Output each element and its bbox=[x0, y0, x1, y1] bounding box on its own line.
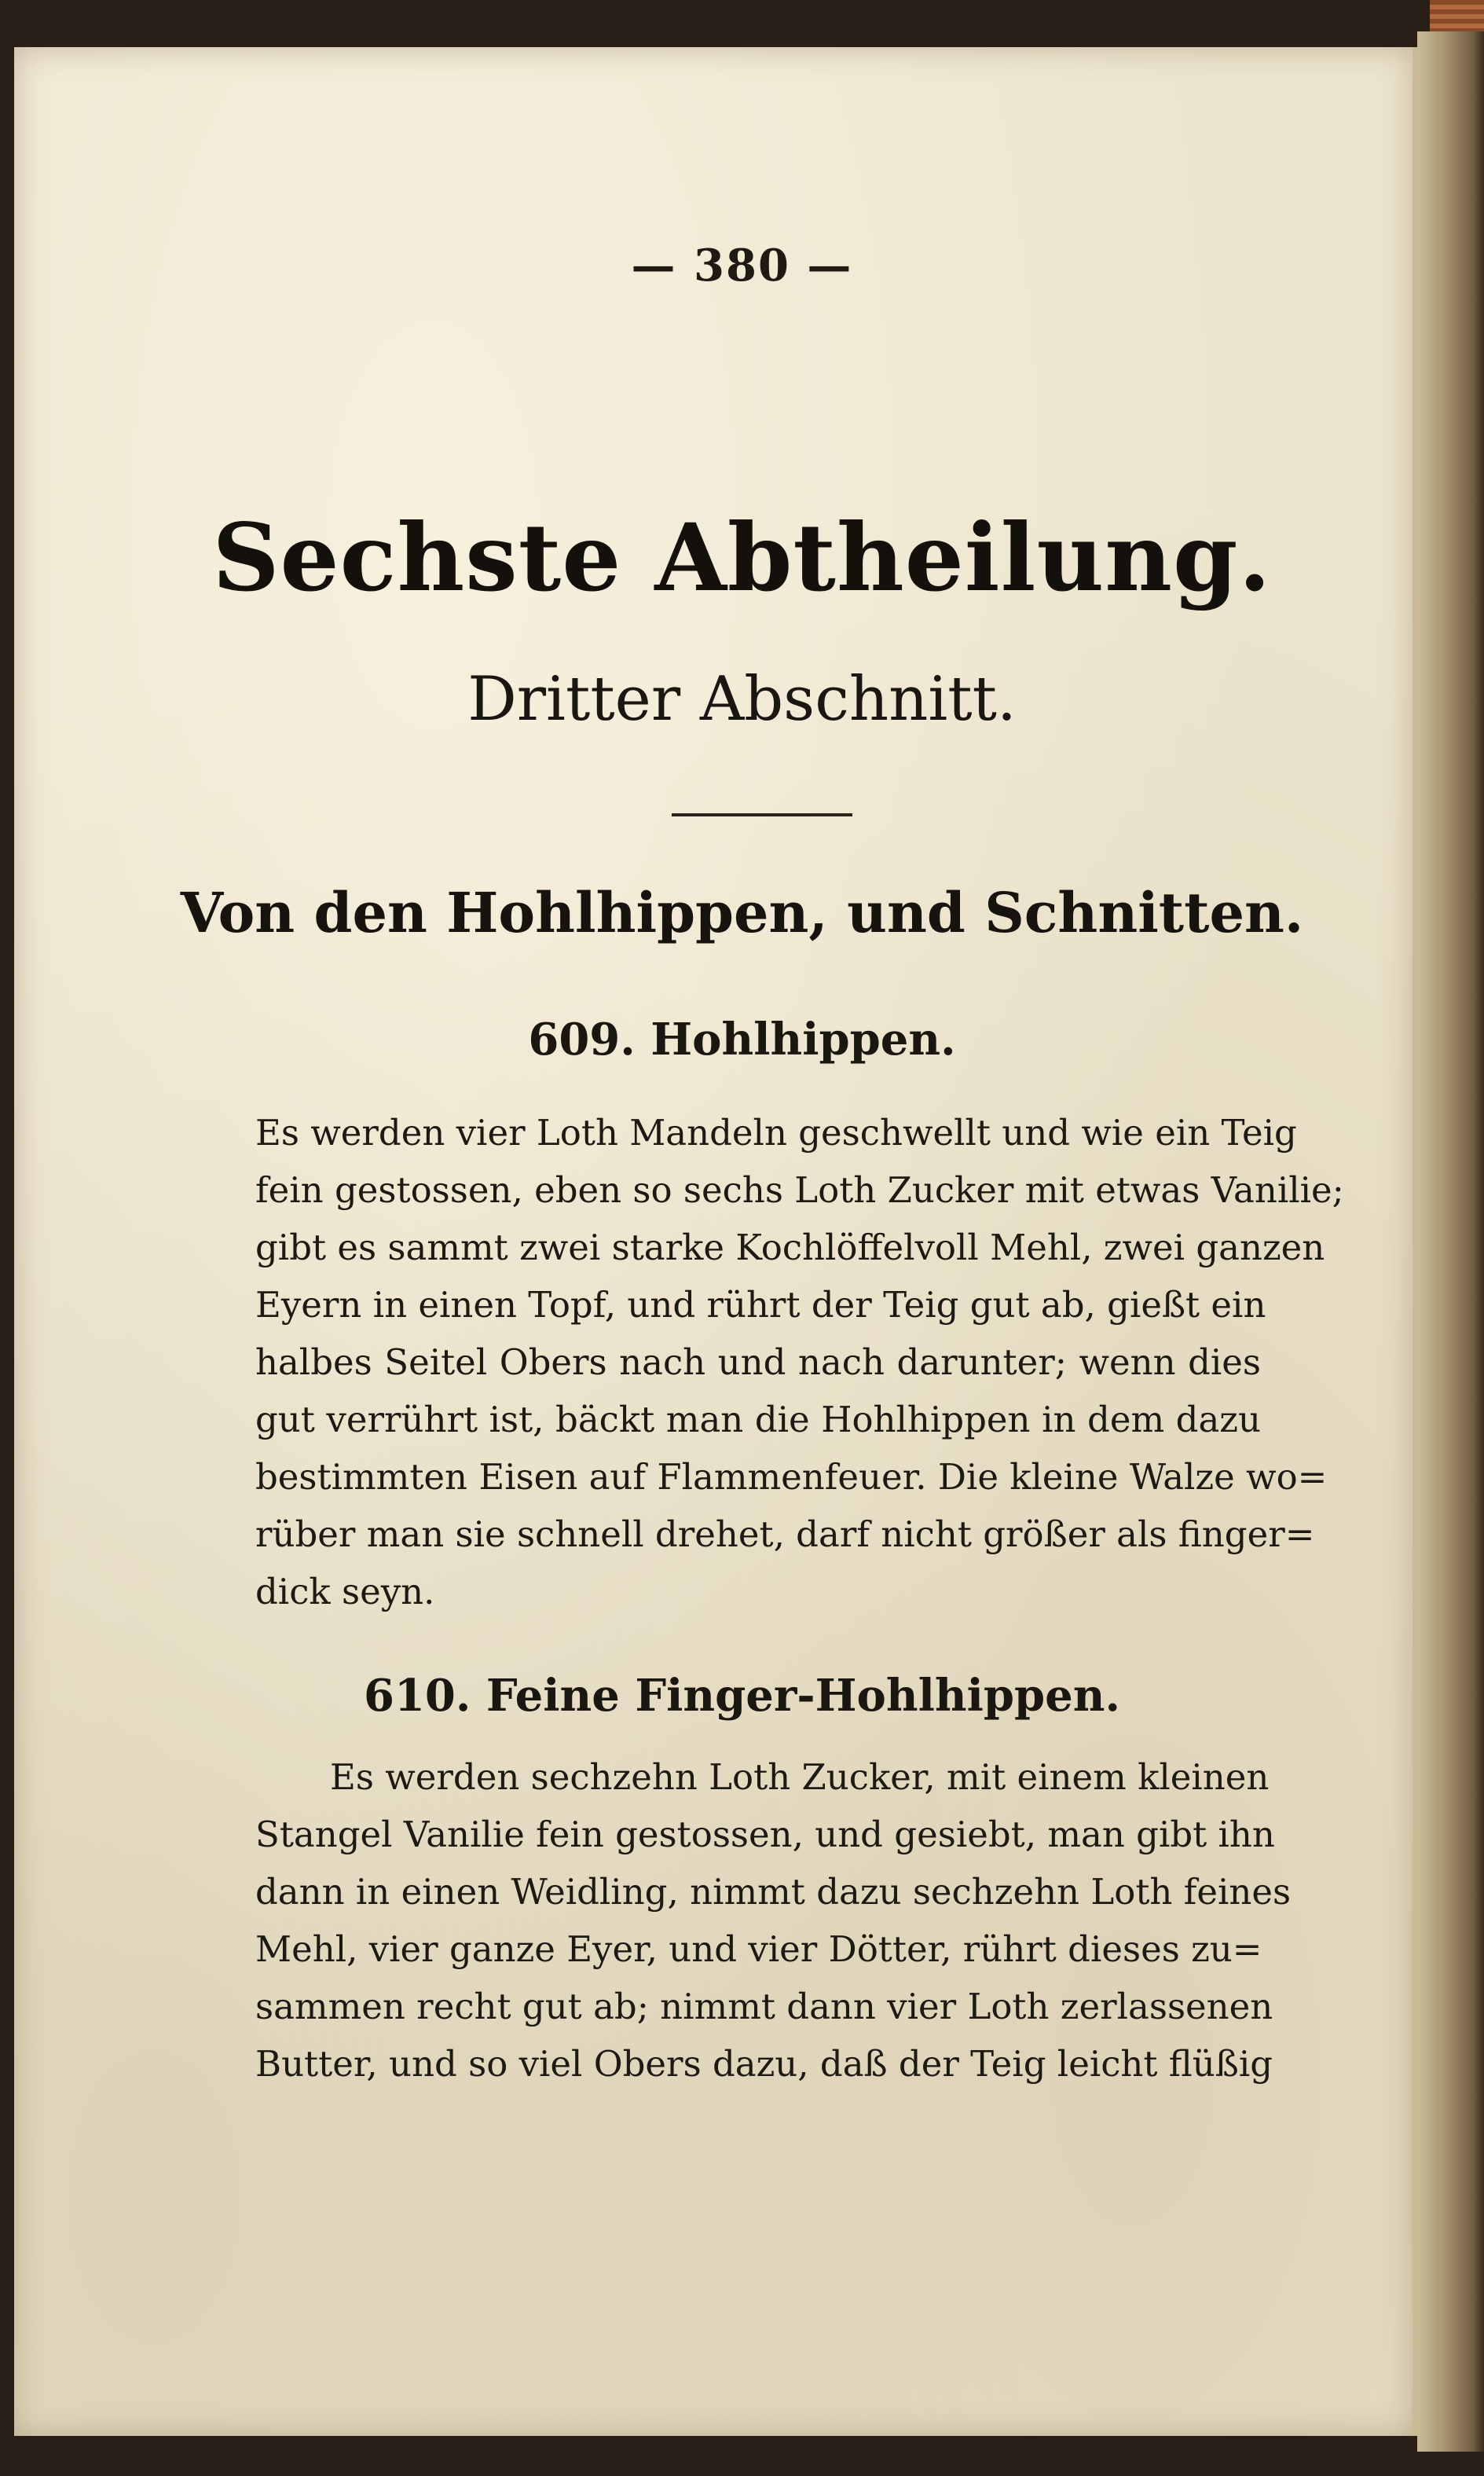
text-line: Mehl, vier ganze Eyer, und vier Dötter, rührt dieses zu= bbox=[255, 1928, 1262, 1970]
text-line: Stangel Vanilie fein gestossen, und gesiebt, man gibt ihn bbox=[255, 1814, 1275, 1855]
recipe-text-609 bbox=[255, 1104, 1344, 1620]
recipe-heading-609: 609. Hohlhippen. bbox=[528, 1014, 956, 1066]
book-page-edge bbox=[1417, 31, 1484, 2452]
chapter-subtitle: Dritter Abschnitt. bbox=[467, 664, 1017, 735]
text-line: dick seyn. bbox=[255, 1571, 435, 1612]
recipe-heading-610: 610. Feine Finger-Hohlhippen. bbox=[364, 1670, 1120, 1722]
text-line: bestimmten Eisen auf Flammenfeuer. Die kleine Walze wo= bbox=[255, 1456, 1328, 1498]
text-line: gibt es sammt zwei starke Kochlöffelvoll Mehl, zwei ganzen bbox=[255, 1227, 1325, 1268]
divider-rule bbox=[672, 813, 852, 816]
text-line: sammen recht gut ab; nimmt dann vier Loth zerlassenen bbox=[255, 1986, 1273, 2027]
text-line: Eyern in einen Topf, und rührt der Teig gut ab, gießt ein bbox=[255, 1284, 1266, 1326]
text-line: Butter, und so viel Obers dazu, daß der Teig leicht flüßig bbox=[255, 2043, 1273, 2085]
text-line: rüber man sie schnell drehet, darf nicht größer als finger= bbox=[255, 1513, 1315, 1555]
text-line: gut verrührt ist, bäckt man die Hohlhippen in dem dazu bbox=[255, 1399, 1261, 1440]
text-line: fein gestossen, eben so sechs Loth Zucker mit etwas Vanilie; bbox=[255, 1169, 1344, 1211]
part-title: Sechste Abtheilung. bbox=[212, 503, 1272, 612]
text-line: Es werden sechzehn Loth Zucker, mit einem kleinen bbox=[330, 1756, 1270, 1798]
text-line: Es werden vier Loth Mandeln geschwellt und wie ein Teig bbox=[255, 1112, 1297, 1154]
recipe-text-610 bbox=[255, 1748, 1292, 2093]
text-line: dann in einen Weidling, nimmt dazu sechzehn Loth feines bbox=[255, 1871, 1292, 1913]
page-number: — 380 — bbox=[631, 240, 853, 292]
section-heading: Von den Hohlhippen, und Schnitten. bbox=[180, 880, 1304, 945]
text-line: halbes Seitel Obers nach und nach darunter; wenn dies bbox=[255, 1341, 1261, 1383]
